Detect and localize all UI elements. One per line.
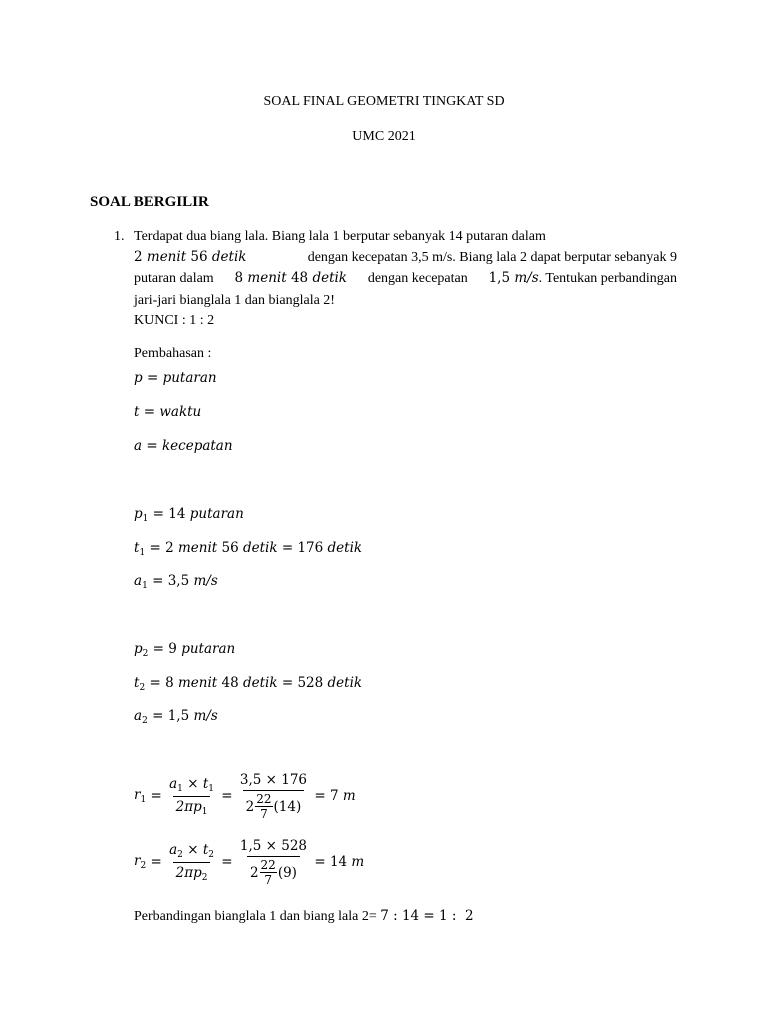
def-rhs: waktu <box>159 404 202 420</box>
t1-seconds-unit: detik <box>242 540 278 556</box>
definition-t: t = waktu <box>134 404 202 420</box>
t2-total-unit: detik <box>327 675 363 691</box>
t1-minutes: 2 <box>165 540 174 556</box>
r1-result: 7 <box>329 788 339 804</box>
subscript: 1 <box>208 783 214 794</box>
definition-a: a = kecepatan <box>134 438 233 454</box>
fraction-formula-r2 <box>166 842 217 883</box>
equation-p1: $p_1 = 14$ putaran <box>134 506 244 524</box>
pi-approx-fraction <box>255 793 272 820</box>
t2-total: 528 <box>297 675 324 691</box>
subscript: 1 <box>142 514 149 524</box>
subscript: 2 <box>142 649 149 659</box>
pi-numerator: 22 <box>260 858 276 872</box>
subscript: 1 <box>139 548 146 558</box>
section-heading: SOAL BERGILIR <box>90 194 209 210</box>
q-seconds-unit: detik <box>211 249 247 265</box>
definition-p: p = putaran <box>134 370 217 386</box>
document-title: SOAL FINAL GEOMETRI TINGKAT SD <box>263 94 505 109</box>
r2-unit: m <box>351 854 365 870</box>
r1-unit: m <box>342 788 356 804</box>
def-var: p <box>134 370 143 386</box>
var-a: a <box>169 775 178 792</box>
var-r: r <box>134 787 141 803</box>
numerator-values: 3,5 × 176 <box>239 772 308 788</box>
equation-a1: $a_1 = 3,5$ m/s <box>134 573 218 591</box>
subscript: 1 <box>177 783 183 794</box>
discussion-label: Pembahasan : <box>134 346 212 361</box>
r2-result: 14 <box>329 854 348 870</box>
times-sign: × <box>187 775 199 792</box>
equation-r1: $r_1$ = $\frac{a_1 \times t_1}{2\pi p_1}$ = 3,5 × 176 2 $\frac{22}{7}$ (14) = 7 m <box>134 772 356 821</box>
var-a: a <box>134 708 143 724</box>
q-seconds-value: 56 <box>190 249 208 265</box>
t2-minutes: 8 <box>165 675 174 691</box>
equation-t1: $t_1 = 2$ menit 56 detik = 176 detik <box>134 540 363 558</box>
fraction-values-r1 <box>237 772 310 820</box>
question-line-3 <box>134 268 677 289</box>
question-line-1: Terdapat dua biang lala. Biang lala 1 berputar sebanyak 14 putaran dalam <box>134 229 546 244</box>
denominator-formula: 2πp <box>175 864 202 881</box>
a2-value: 1,5 <box>167 708 190 724</box>
def-var: a <box>134 438 143 454</box>
equation-a2: $a_2 = 1,5$ m/s <box>134 708 218 726</box>
numerator-values: 1,5 × 528 <box>239 838 308 854</box>
q-line3-text-c: . Tentukan perbandingan <box>538 271 677 286</box>
question-number: 1. <box>114 229 125 244</box>
t2-seconds: 48 <box>221 675 239 691</box>
pi-denominator: 7 <box>264 873 272 887</box>
def-rhs: kecepatan <box>161 438 233 454</box>
equation-t2: $t_2 = 8$ menit 48 detik = 528 detik <box>134 675 363 693</box>
subscript: 2 <box>139 683 146 693</box>
a2-unit: m/s <box>193 708 218 724</box>
q-line3-text-a: putaran dalam <box>134 271 214 286</box>
subscript: 2 <box>208 849 214 860</box>
t1-minutes-unit: menit <box>177 540 218 556</box>
subscript: 1 <box>201 806 208 817</box>
pi-approx-fraction <box>260 859 277 886</box>
denominator-two: 2 <box>249 864 259 881</box>
fraction-formula-r1 <box>166 776 217 817</box>
t1-seconds: 56 <box>221 540 239 556</box>
q2-seconds-value: 48 <box>290 270 309 286</box>
denominator-two: 2 <box>245 798 255 815</box>
a1-value: 3,5 <box>167 573 190 589</box>
q2-minutes-unit: menit <box>247 270 287 286</box>
subscript: 2 <box>140 861 147 871</box>
p1-unit: putaran <box>189 506 244 522</box>
q-line2-text: dengan kecepatan 3,5 m/s. Biang lala 2 dapat berputar sebanyak 9 <box>307 250 677 265</box>
subscript: 2 <box>142 716 148 726</box>
q2-speed-value: 1,5 <box>488 270 511 286</box>
def-var: t <box>134 404 140 420</box>
p2-value: 9 <box>168 641 177 657</box>
denominator-formula: 2πp <box>175 798 202 815</box>
var-a: a <box>134 573 143 589</box>
conclusion-ratio: 7 : 14 = 1 : 2 <box>380 908 474 924</box>
answer-key: KUNCI : 1 : 2 <box>134 313 215 328</box>
def-rhs: putaran <box>162 370 217 386</box>
conclusion <box>134 906 474 927</box>
a1-unit: m/s <box>193 573 218 589</box>
question-line-4: jari-jari bianglala 1 dan bianglala 2! <box>134 293 335 308</box>
denominator-p: (9) <box>277 864 297 881</box>
pi-numerator: 22 <box>256 792 272 806</box>
q-minutes-unit: menit <box>146 249 187 265</box>
denominator-p: (14) <box>273 798 302 815</box>
p1-value: 14 <box>168 506 186 522</box>
fraction-values-r2 <box>237 838 310 886</box>
conclusion-text: Perbandingan bianglala 1 dan biang lala 2= <box>134 909 377 924</box>
q2-seconds-unit: detik <box>312 270 347 286</box>
q2-speed-unit: m/s <box>514 270 539 286</box>
subscript: 1 <box>142 581 148 591</box>
t2-minutes-unit: menit <box>177 675 218 691</box>
t1-total: 176 <box>297 540 324 556</box>
equation-p2: $p_2 = 9$ putaran <box>134 641 236 659</box>
t2-seconds-unit: detik <box>242 675 278 691</box>
p2-unit: putaran <box>181 641 236 657</box>
var-t: t <box>134 540 140 556</box>
equation-r2: $r_2$ = $\frac{a_2 \times t_2}{2\pi p_2}$ = 1,5 × 528 2 $\frac{22}{7}$ (9) = 14 m <box>134 838 365 887</box>
document-subtitle: UMC 2021 <box>352 129 416 144</box>
question-line-2 <box>134 247 677 268</box>
t1-total-unit: detik <box>327 540 363 556</box>
subscript: 1 <box>140 795 147 805</box>
pi-denominator: 7 <box>260 807 268 821</box>
subscript: 2 <box>177 849 183 860</box>
var-p: p <box>134 506 143 522</box>
q-line3-text-b: dengan kecepatan <box>367 271 468 286</box>
times-sign: × <box>187 841 199 858</box>
var-p: p <box>134 641 143 657</box>
q-minutes-value: 2 <box>134 249 143 265</box>
var-t: t <box>134 675 140 691</box>
var-a: a <box>169 841 178 858</box>
q2-minutes-value: 8 <box>234 270 244 286</box>
subscript: 2 <box>201 872 208 883</box>
var-t: t <box>202 775 209 792</box>
var-r: r <box>134 853 141 869</box>
var-t: t <box>202 841 209 858</box>
